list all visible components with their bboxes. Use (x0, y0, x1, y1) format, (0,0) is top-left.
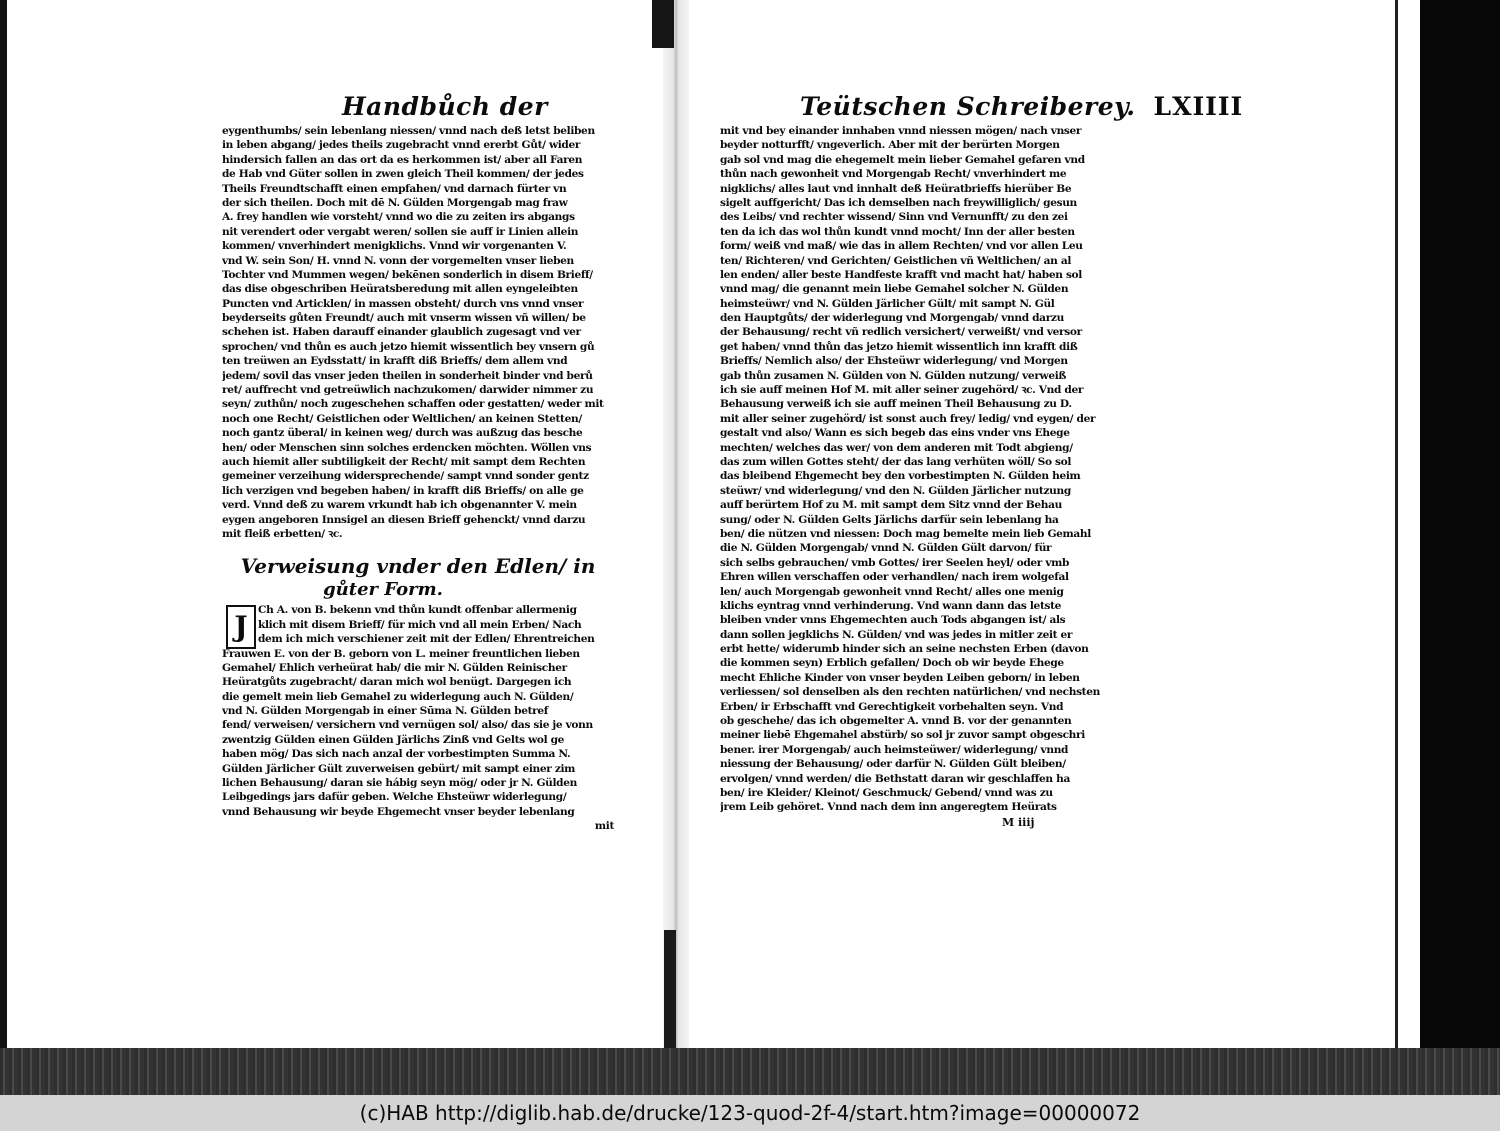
section-title: Verweisung vnder den Edlen/ in (240, 554, 596, 579)
text-line: bleiben vnder vnns Ehgemechten auch Tods abgangen ist/ als (720, 614, 1066, 627)
text-line: ervolgen/ vnnd werden/ die Bethstatt daran wir geschlaffen ha (720, 772, 1070, 785)
text-line: fend/ verweisen/ versichern vnd vernügen sol/ also/ das sie je vonn (222, 719, 593, 732)
text-line: die kommen seyn) Erblich gefallen/ Doch ob wir beyde Ehege (720, 657, 1064, 670)
right-body-text (720, 124, 1108, 815)
text-line: dann sollen jegklichs N. Gülden/ vnd was jedes in mitler zeit er (720, 628, 1073, 641)
text-line: Theils Freundtschafft einen empfahen/ vnd darnach fürter vn (222, 182, 567, 195)
text-line: vnd W. sein Son/ H. vnnd N. vonn der vorgemelten vnser lieben (222, 254, 574, 267)
text-line: noch one Recht/ Geistlichen oder Weltlichen/ an keinen Stetten/ (222, 412, 582, 425)
text-line: sung/ oder N. Gülden Gelts Järlichs darfür sein lebenlang ha (720, 513, 1059, 526)
text-line: noch gantz überal/ in keinen weg/ durch was außzug das besche (222, 427, 583, 440)
text-line: bener. irer Morgengab/ auch heimsteüwer/ widerlegung/ vnnd (720, 743, 1069, 756)
text-line: sprochen/ vnd thůn es auch jetzo hiemit wissentlich bey vnsern gů (222, 340, 595, 353)
text-line: Ch A. von B. bekenn vnd thůn kundt offenbar allermenig (258, 604, 577, 617)
section-body (222, 603, 614, 833)
gutter-shadow (664, 930, 676, 1048)
text-line: Tochter vnd Mummen wegen/ bekēnen sonderlich in disem Brieff/ (222, 268, 593, 281)
text-line: ob geschehe/ das ich obgemelter A. vnnd B. vor der genannten (720, 715, 1072, 728)
catchword: mit (594, 820, 614, 833)
text-line: de Hab vnd Güter sollen in zwen gleich Theil kommen/ der jedes (222, 168, 584, 181)
text-line: ten da ich das wol thůn kundt vnnd mocht/ Inn der aller besten (720, 225, 1075, 238)
text-line: Behausung verweiß ich sie auff meinen Theil Behausung zu D. (720, 398, 1072, 411)
text-line: hindersich fallen an das ort da es herkommen ist/ aber all Faren (222, 153, 583, 166)
text-line: das dise obgeschriben Heüratsberedung mit allen eyngeleibten (222, 283, 578, 296)
book-gutter (663, 0, 689, 1048)
copyright-footer: (c)HAB http://diglib.hab.de/drucke/123-quod-2f-4/start.htm?image=00000072 (0, 1095, 1500, 1131)
text-line: thůn nach gewonheit vnd Morgengab Recht/ vnverhindert me (720, 168, 1067, 181)
top-clip (652, 0, 674, 48)
text-line: schehen ist. Haben darauff einander glaublich zugesagt vnd ver (222, 326, 581, 339)
drop-initial: J (226, 605, 256, 649)
text-line: verd. Vnnd deß zu warem vrkundt hab ich obgenannter V. mein (222, 499, 577, 512)
text-line: nit verendert oder vergabt weren/ sollen sie auff ir Linien allein (222, 225, 579, 238)
right-edge-shadow (1420, 0, 1500, 1048)
text-line: Heüratgůts zugebracht/ daran mich wol benügt. Dargegen ich (222, 676, 572, 689)
section-body-text (222, 603, 614, 819)
right-running-head (720, 88, 1244, 124)
left-body-text (222, 124, 614, 541)
text-line: Puncten vnd Articklen/ in massen obsteht/ durch vns vnnd vnser (222, 297, 584, 310)
text-line: ich sie auff meinen Hof M. mit aller seiner zugehörd/ ꝛc. Vnd der (720, 384, 1084, 397)
text-line: erbt hette/ widerumb hinder sich an seine nechsten Erben (davon (720, 643, 1089, 656)
text-line: gab sol vnd mag die ehegemelt mein lieber Gemahel gefaren vnd (720, 153, 1085, 166)
right-page (720, 88, 1244, 831)
text-line: lichen Behausung/ daran sie hábig seyn mög/ oder jr N. Gülden (222, 777, 577, 790)
text-line: ret/ auffrecht vnd getreüwlich nachzukomen/ darwider nimmer zu (222, 384, 594, 397)
text-line: steüwr/ vnd widerlegung/ vnd den N. Gülden Järlicher nutzung (720, 484, 1071, 497)
text-line: mecht Ehliche Kinder von vnser beyden Leiben geborn/ in leben (720, 671, 1080, 684)
text-line: haben mög/ Das sich nach anzal der vorbestimpten Summa N. (222, 748, 571, 761)
text-line: niessung der Behausung/ oder darfür N. Gülden Gült bleiben/ (720, 758, 1066, 771)
text-line: den Hauptgůts/ der widerlegung vnd Morgengab/ vnnd darzu (720, 312, 1064, 325)
text-line: die gemelt mein lieb Gemahel zu widerlegung auch N. Gülden/ (222, 690, 574, 703)
text-line: die N. Gülden Morgengab/ vnnd N. Gülden Gült darvon/ für (720, 542, 1052, 555)
text-line: klich mit disem Brieff/ für mich vnd all mein Erben/ Nach (258, 618, 582, 631)
section-title-continued: gůter Form. (323, 579, 443, 601)
text-line: heimsteüwr/ vnd N. Gülden Järlicher Gült/ mit sampt N. Gül (720, 297, 1055, 310)
text-line: gestalt vnd also/ Wann es sich begeb das eins vnder vns Ehege (720, 427, 1070, 440)
text-line: der Behausung/ recht vñ redlich versichert/ verweißt/ vnd versor (720, 326, 1082, 339)
folio-number: LXIIII (1153, 92, 1244, 121)
left-page (222, 88, 614, 834)
text-line: beyder notturfft/ vngeverlich. Aber mit der berürten Morgen (720, 139, 1060, 152)
text-line: auff berürtem Hof zu M. mit sampt dem Sitz vnnd der Behau (720, 499, 1062, 512)
text-line: verliessen/ sol denselben als den rechten natürlichen/ vnd nechsten (720, 686, 1100, 699)
text-line: nigklichs/ alles laut vnd innhalt deß Heüratbrieffs hierüber Be (720, 182, 1072, 195)
text-line: ben/ ire Kleider/ Kleinot/ Geschmuck/ Gebend/ vnnd was zu (720, 786, 1053, 799)
text-line: gemeiner verzeihung widersprechende/ sampt vnnd sonder gentz (222, 470, 589, 483)
bottom-scan-strip (0, 1048, 1500, 1095)
text-line: das zum willen Gottes steht/ der das lang verhüten wöll/ So sol (720, 455, 1072, 468)
text-line: Gemahel/ Ehlich verheürat hab/ die mir N. Gülden Reinischer (222, 661, 567, 674)
text-line: mechten/ welches das wer/ von dem anderen mit Todt abgieng/ (720, 441, 1073, 454)
text-line: zwentzig Gülden einen Gülden Järlichs Zinß vnd Gelts wol ge (222, 733, 565, 746)
text-line: der sich theilen. Doch mit dē N. Gülden Morgengab mag fraw (222, 196, 568, 209)
text-line: klichs eyntrag vnnd verhinderung. Vnd wann dann das letste (720, 599, 1062, 612)
right-running-head-title: Teütschen Schreiberey. (800, 92, 1136, 121)
text-line: ten treüwen an Eydsstatt/ in krafft diß Brieffs/ dem allem vnd (222, 355, 568, 368)
text-line: eygenthumbs/ sein lebenlang niessen/ vnnd nach deß letst beliben (222, 125, 595, 137)
text-line: len enden/ aller beste Handfeste krafft vnd macht hat/ haben sol (720, 268, 1082, 281)
text-line: vnd N. Gülden Morgengab in einer Sūma N. Gülden betref (222, 705, 548, 718)
text-line: jrem Leib gehöret. Vnnd nach dem inn angeregtem Heürats (720, 801, 1057, 814)
text-line: ten/ Richteren/ vnd Gerichten/ Geistlichen vñ Weltlichen/ an al (720, 254, 1072, 267)
left-edge-shadow (0, 0, 7, 1048)
text-line: auch hiemit aller subtiligkeit der Recht/ mit sampt dem Rechten (222, 455, 586, 468)
text-line: mit vnd bey einander innhaben vnnd niessen mögen/ nach vnser (720, 125, 1082, 137)
text-line: get haben/ vnnd thůn das jetzo hiemit wissentlich inn krafft diß (720, 340, 1078, 353)
text-line: beyderseits gůten Freundt/ auch mit vnserm wissen vñ willen/ be (222, 312, 586, 325)
text-line: vnnd Behausung wir beyde Ehgemecht vnser beyder lebenlang (222, 805, 575, 818)
text-line: gab thůn zusamen N. Gülden von N. Gülden nutzung/ verweiß (720, 369, 1067, 382)
text-line: sigelt auffgericht/ Das ich demselben nach freywilliglich/ gesun (720, 196, 1077, 209)
text-line: Erben/ ir Erbschafft vnd Gerechtigkeit vorbehalten seyn. Vnd (720, 700, 1064, 713)
text-line: mit aller seiner zugehörd/ ist sonst auch frey/ ledig/ vnd eygen/ der (720, 412, 1096, 425)
text-line: Gülden Järlicher Gült zuverweisen gebürt/ mit sampt einer zim (222, 762, 576, 775)
signature-mark: M iiij (1002, 815, 1035, 829)
text-line: dem ich mich verschiener zeit mit der Edlen/ Ehrentreichen (258, 633, 595, 646)
text-line: sich selbs gebrauchen/ vmb Gottes/ irer Seelen heyl/ oder vmb (720, 556, 1070, 569)
text-line: des Leibs/ vnd rechter wissend/ Sinn vnd Vernunfft/ zu den zei (720, 211, 1068, 224)
text-line: in leben abgang/ jedes theils zugebracht vnnd ererbt Gůt/ wider (222, 139, 581, 152)
text-line: meiner liebē Ehgemahel abstürb/ so sol jr zuvor sampt obgeschri (720, 729, 1085, 742)
text-line: len/ auch Morgengab gewonheit vnnd Recht/ alles one menig (720, 585, 1064, 598)
text-line: mit fleiß erbetten/ ꝛc. (222, 527, 343, 540)
text-line: das bleibend Ehgemecht bey den vorbestimpten N. Gülden heim (720, 470, 1081, 483)
text-line: seyn/ zuthůn/ noch zugeschehen schaffen oder gestatten/ weder mit (222, 398, 604, 411)
text-line: ben/ die nützen vnd niessen: Doch mag bemelte mein lieb Gemahl (720, 527, 1091, 540)
text-line: kommen/ vnverhindert menigklichs. Vnnd wir vorgenanten V. (222, 240, 567, 253)
text-line: eygen angeboren Innsigel an diesen Brieff gehenckt/ vnnd darzu (222, 513, 586, 526)
text-line: vnnd mag/ die genannt mein liebe Gemahel solcher N. Gülden (720, 283, 1069, 296)
text-line: hen/ oder Menschen sinn solches erdencken möchten. Wöllen vns (222, 441, 592, 454)
text-line: A. frey handlen wie vorsteht/ vnnd wo die zu zeiten irs abgangs (222, 211, 575, 224)
text-line: Ehren willen verschaffen oder verhandlen/ nach irem wolgefal (720, 571, 1069, 584)
text-line: Frauwen E. von der B. geborn von L. meiner freuntlichen lieben (222, 647, 580, 660)
text-line: form/ weiß vnd maß/ wie das in allem Rechten/ vnd vor allen Leu (720, 240, 1083, 253)
text-line: Leibgedings jars dafür geben. Welche Ehsteüwr widerlegung/ (222, 791, 567, 804)
left-running-head: Handbůch der (342, 92, 548, 121)
text-line: lich verzigen vnd begeben haben/ in krafft diß Brieffs/ on alle ge (222, 484, 584, 497)
text-line: Brieffs/ Nemlich also/ der Ehsteüwr widerlegung/ vnd Morgen (720, 355, 1068, 368)
text-line: jedem/ sovil das vnser jeden theilen in sonderheit binder vnd berů (222, 369, 593, 382)
